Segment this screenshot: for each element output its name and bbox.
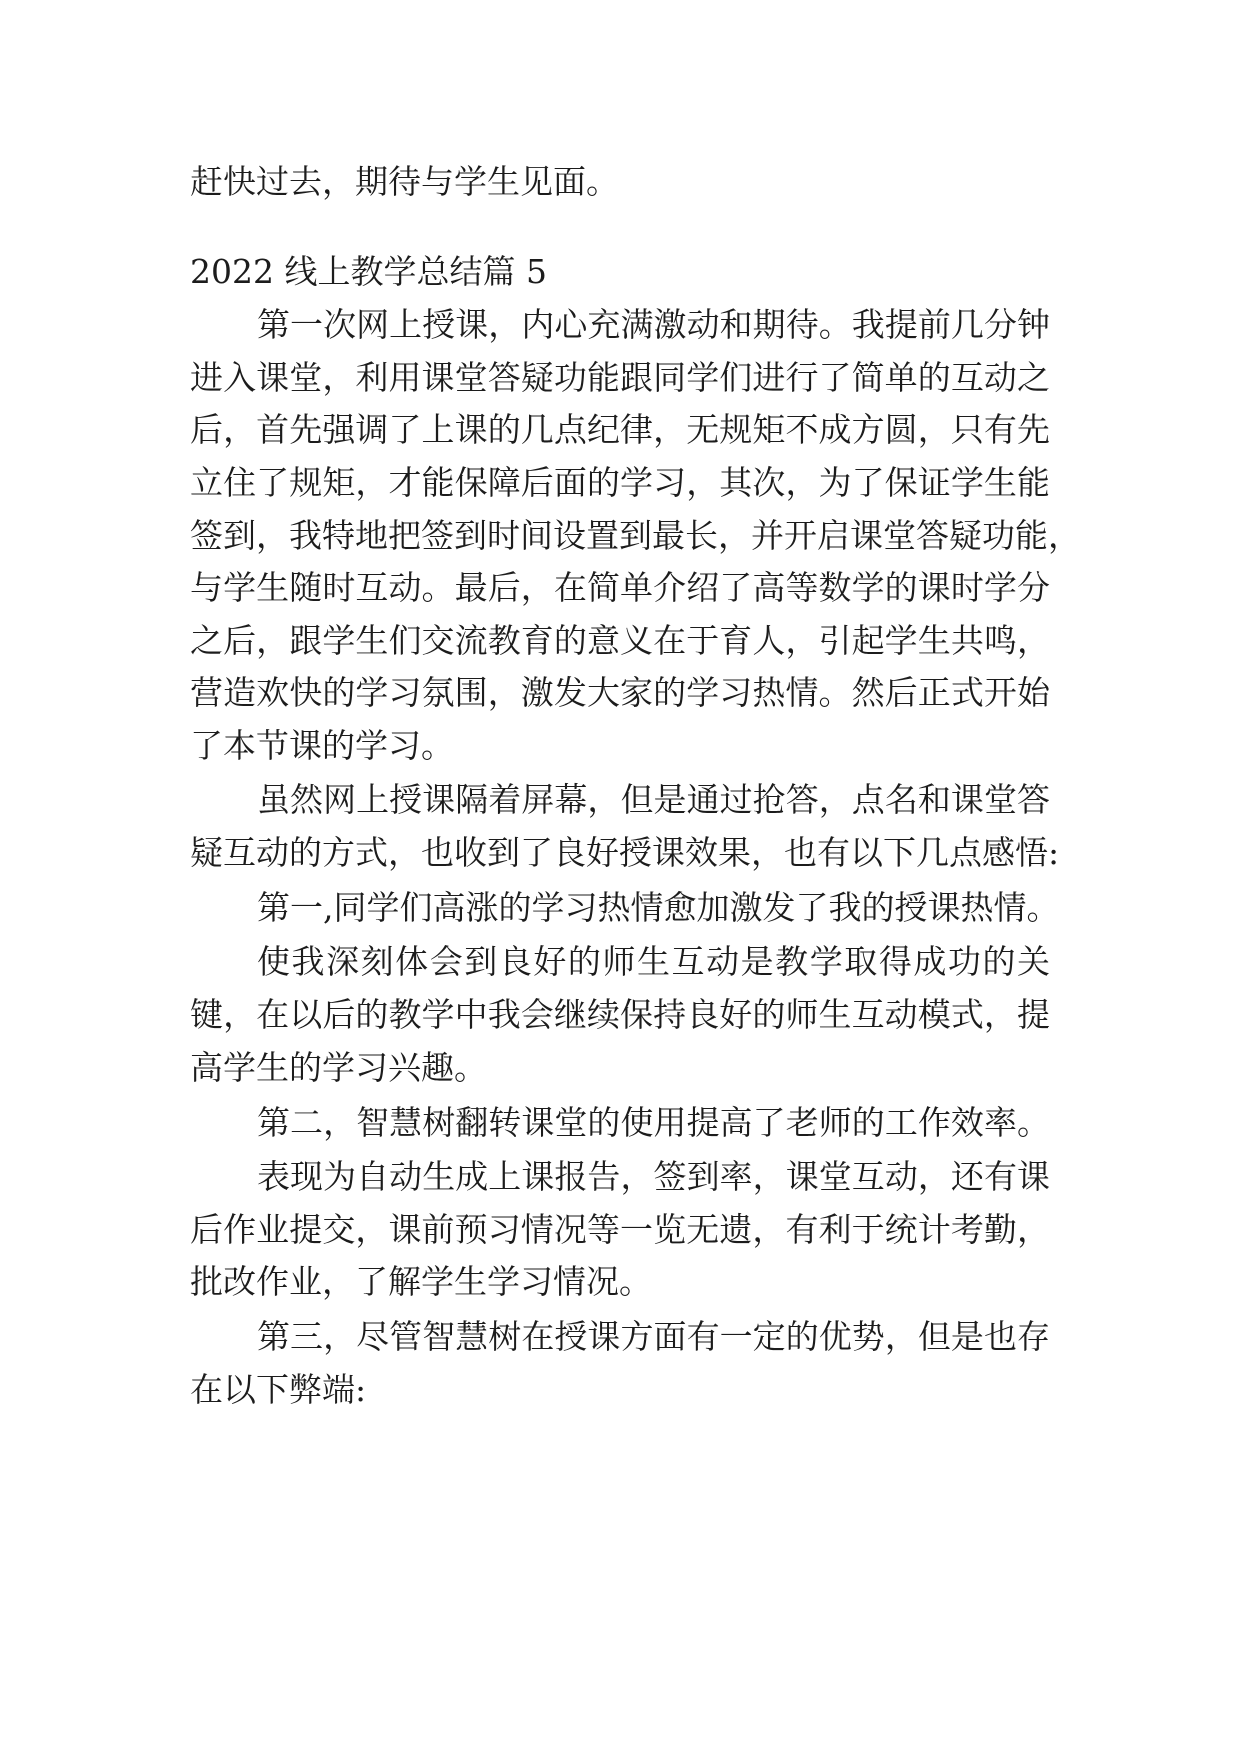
section-heading: 2022 线上教学总结篇 5 xyxy=(190,252,547,291)
paragraph-line: 使我深刻体会到良好的师生互动是教学取得成功的关 xyxy=(257,942,1050,981)
paragraph-line: 疑互动的方式，也收到了良好授课效果，也有以下几点感悟: xyxy=(190,833,1060,872)
paragraph-line: 高学生的学习兴趣。 xyxy=(190,1048,487,1087)
paragraph-line: 第一,同学们高涨的学习热情愈加激发了我的授课热情。 xyxy=(257,888,1060,927)
paragraph-line: 立住了规矩，才能保障后面的学习，其次，为了保证学生能 xyxy=(190,463,1050,502)
paragraph-line: 营造欢快的学习氛围，激发大家的学习热情。然后正式开始 xyxy=(190,673,1050,712)
paragraph-line: 虽然网上授课隔着屏幕，但是通过抢答，点名和课堂答 xyxy=(257,780,1050,819)
paragraph-line: 第一次网上授课，内心充满激动和期待。我提前几分钟 xyxy=(257,305,1050,344)
paragraph-line: 进入课堂，利用课堂答疑功能跟同学们进行了简单的互动之 xyxy=(190,358,1050,397)
paragraph-line: 之后，跟学生们交流教育的意义在于育人，引起学生共鸣， xyxy=(190,621,1050,660)
paragraph-line: 第三，尽管智慧树在授课方面有一定的优势，但是也存 xyxy=(257,1317,1050,1356)
paragraph-line: 批改作业，了解学生学习情况。 xyxy=(190,1262,652,1301)
paragraph-line: 在以下弊端: xyxy=(190,1370,367,1409)
paragraph-line: 后作业提交，课前预习情况等一览无遗，有利于统计考勤， xyxy=(190,1210,1050,1249)
paragraph-line: 表现为自动生成上课报告，签到率，课堂互动，还有课 xyxy=(257,1157,1050,1196)
paragraph-line: 第二，智慧树翻转课堂的使用提高了老师的工作效率。 xyxy=(257,1103,1050,1142)
paragraph-line: 赶快过去，期待与学生见面。 xyxy=(190,162,619,201)
paragraph-line: 与学生随时互动。最后，在简单介绍了高等数学的课时学分 xyxy=(190,568,1050,607)
paragraph-line: 签到，我特地把签到时间设置到最长，并开启课堂答疑功能， xyxy=(190,516,1081,555)
paragraph-line: 键，在以后的教学中我会继续保持良好的师生互动模式，提 xyxy=(190,995,1050,1034)
paragraph-line: 后，首先强调了上课的几点纪律，无规矩不成方圆，只有先 xyxy=(190,410,1050,449)
paragraph-line: 了本节课的学习。 xyxy=(190,726,454,765)
